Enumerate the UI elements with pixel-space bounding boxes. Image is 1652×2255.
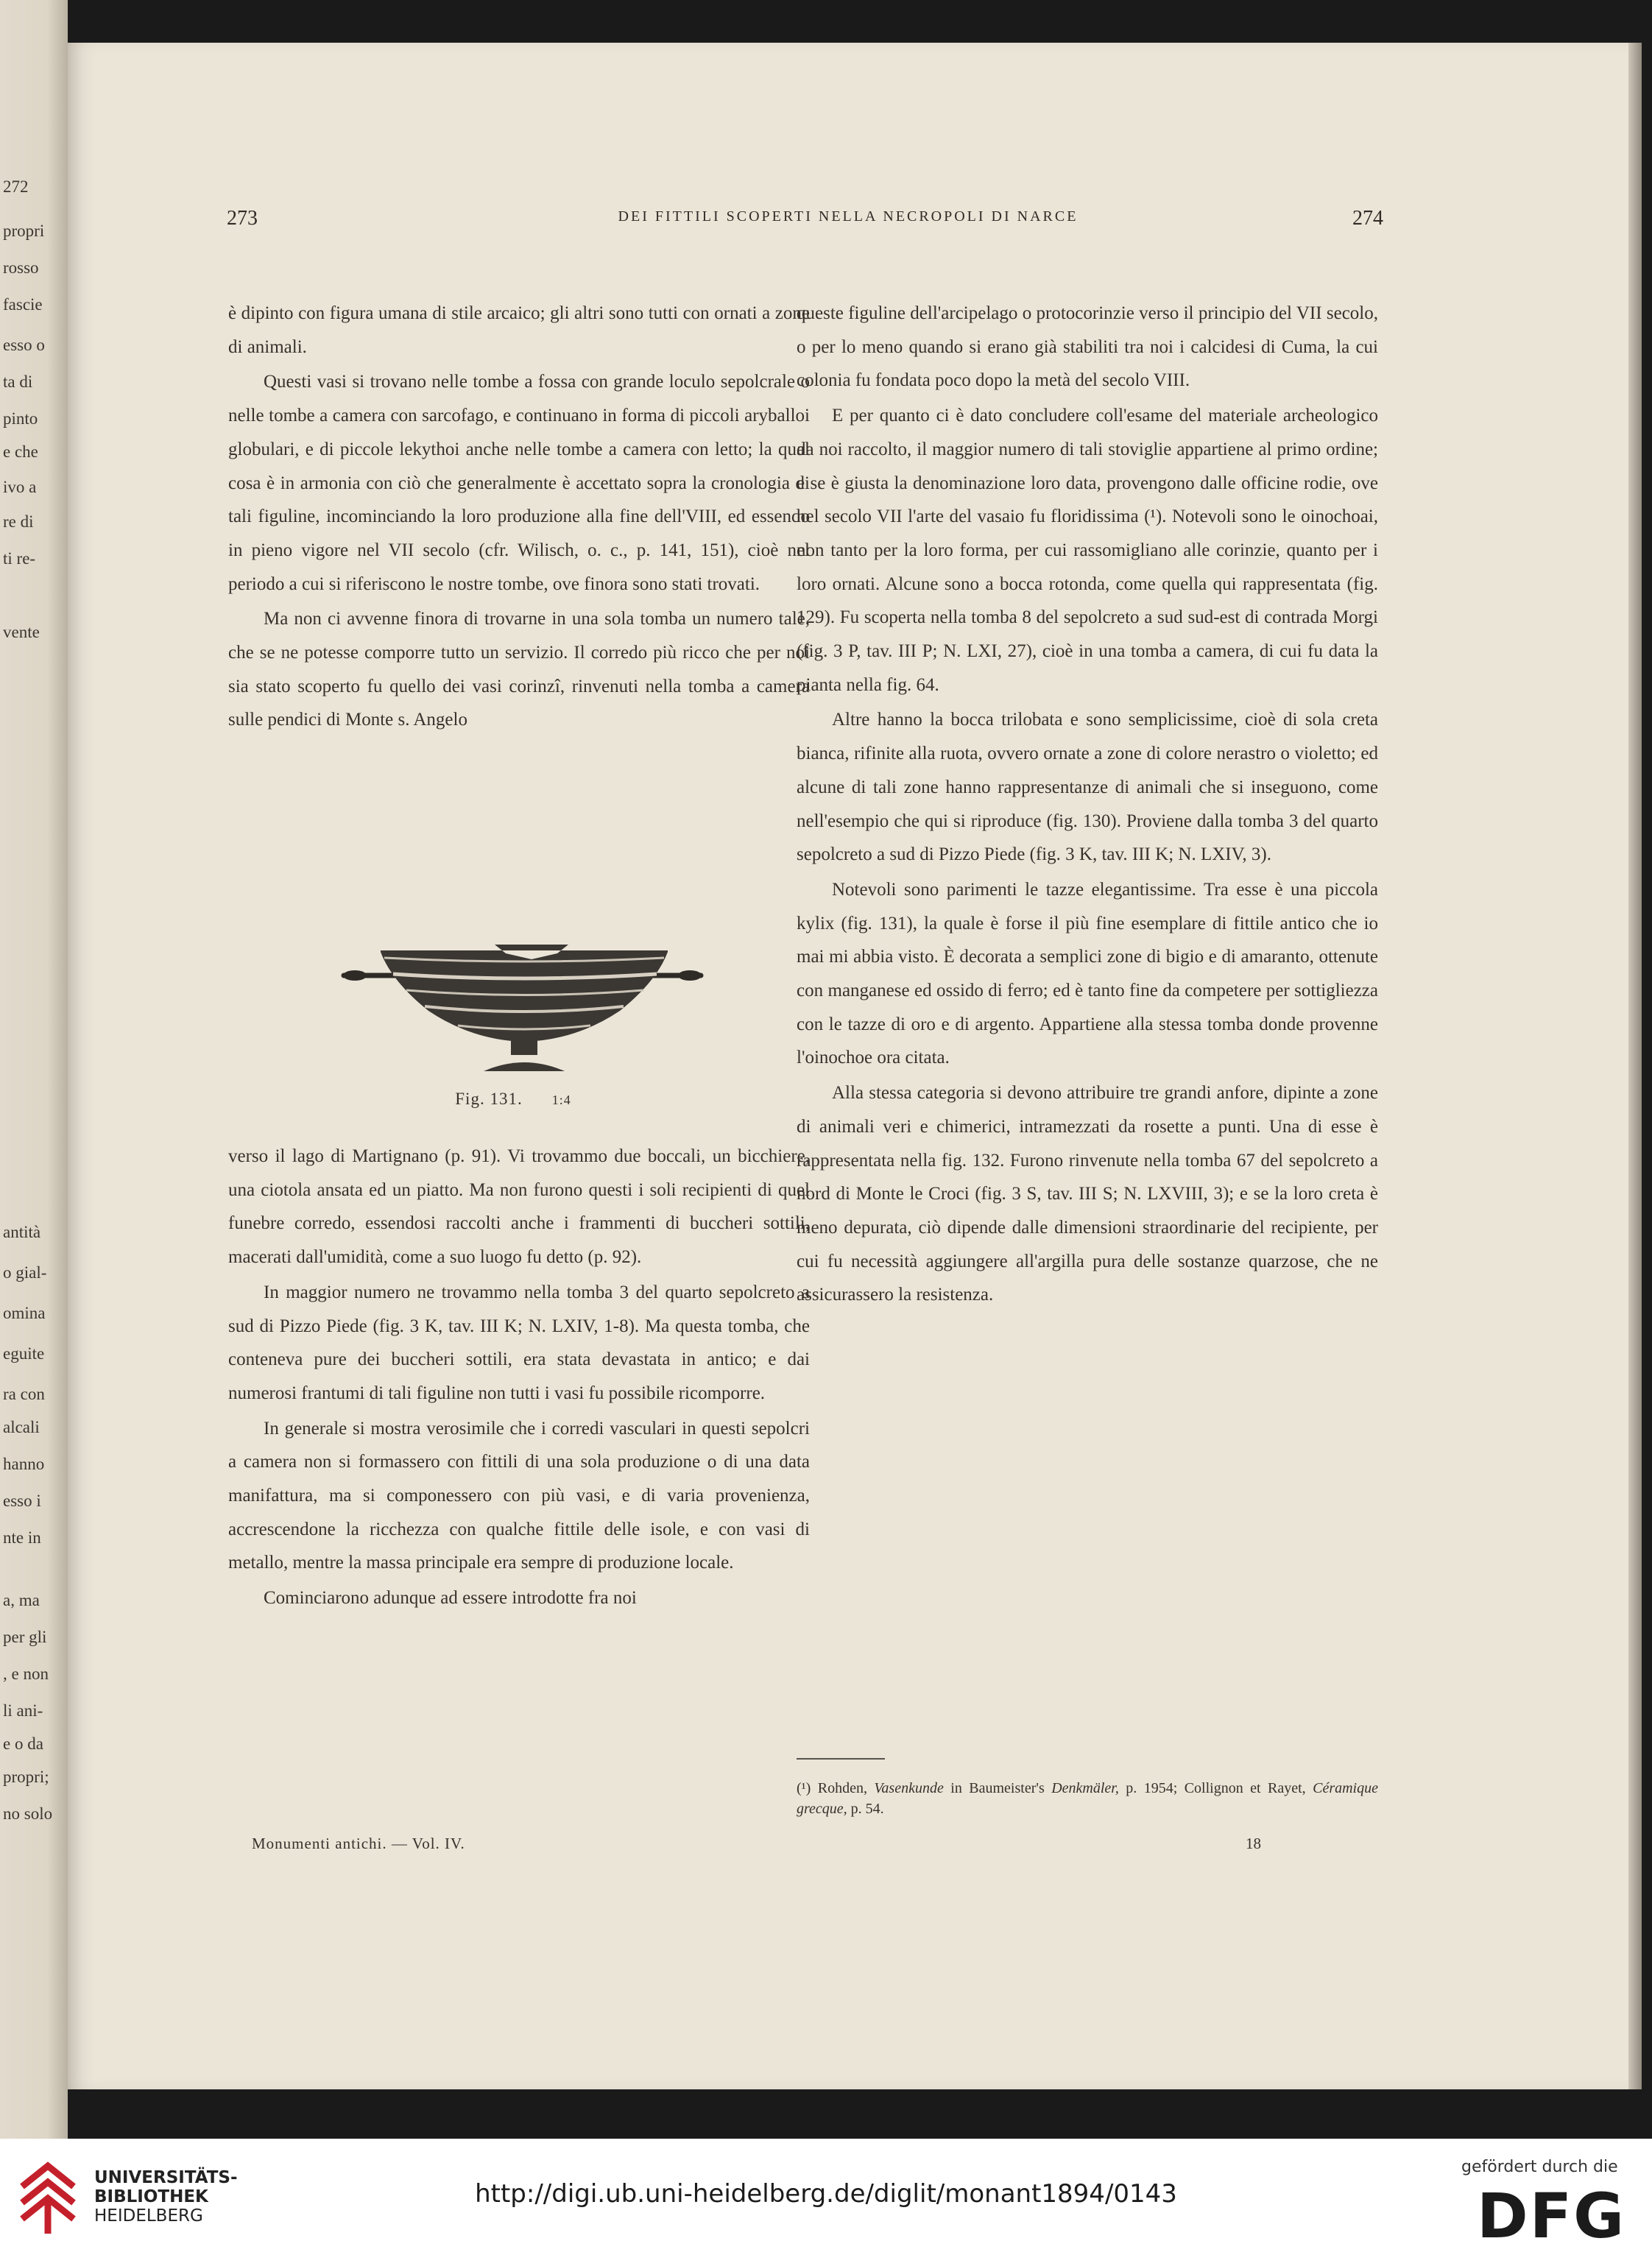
prev-page-fragment: o gial-: [3, 1263, 47, 1282]
prev-page-fragment: a, ma: [3, 1591, 40, 1609]
paragraph: queste figuline dell'arcipelago o protocorinzie verso il principio del VII secolo, o per lo meno quando si erano già stabiliti tra noi i calcidesi di Cuma, la cui colonia fu fondata poco dopo la metà del secolo VIII.: [797, 303, 1378, 391]
prev-page-fragment: per gli: [3, 1628, 47, 1646]
prev-page-fragment: e o da: [3, 1735, 43, 1753]
page-edge: [1628, 43, 1642, 2089]
footnote-marker: (¹): [797, 1780, 811, 1796]
paragraph: è dipinto con figura umana di stile arcaico; gli altri sono tutti con ornati a zone di animali.: [228, 303, 810, 357]
paragraph: In maggior numero ne trovammo nella tomba 3 del quarto sepolcreto a sud di Pizzo Piede (fig. 3 K, tav. III K; N. LXIV, 1-8). Ma questa tomba, che conteneva pure dei buccheri sottili, era stata devastata in antico; e dai numerosi frantumi di tali figuline non tutti i vasi fu possibile ricomporre.: [228, 1282, 810, 1403]
dfg-logo-icon[interactable]: [1471, 2184, 1633, 2243]
folio-right: 274: [1352, 207, 1383, 230]
footnote-rule: [797, 1758, 885, 1760]
library-line: UNIVERSITÄTS-: [94, 2168, 238, 2187]
prev-page-fragment: ra con: [3, 1385, 45, 1403]
prev-page-fragment: hanno: [3, 1455, 45, 1473]
prev-page-fragment: propri;: [3, 1768, 49, 1786]
paragraph: Altre hanno la bocca trilobata e sono semplicissime, cioè di sola creta bianca, rifinite alla ruota, ovvero ornate a zone di colore nerastro o violetto; ed alcune di tali zone hanno rappresentanze di animali che si inseguono, come nell'esempio che qui si riproduce (fig. 130). Proviene dalla tomba 3 del quarto sepolcreto a sud di Pizzo Piede (fig. 3 K, tav. III K; N. LXIV, 3).: [797, 710, 1378, 865]
footnote-title: Denkmäler,: [1051, 1780, 1119, 1796]
prev-page-fragment: li ani-: [3, 1701, 43, 1720]
prev-page-fragment: omina: [3, 1304, 46, 1322]
footnote-title: Céramique grecque,: [797, 1780, 1378, 1817]
prev-page-fragment: rosso: [3, 258, 39, 277]
paragraph: Alla stessa categoria si devono attribuire tre grandi anfore, dipinte a zone di animali veri e chimerici, intramezzati da rosette a punti. Una di esse è rappresentata nella fig. 132. Furono rinvenute nella tomba 67 del sepolcreto a nord di Monte le Croci (fig. 3 S, tav. III S; N. LXVIII, 3); e se la loro creta è meno depurata, ciò dipende dalle dimensioni straordinarie del recipiente, per cui fu necessità aggiungere all'argilla pura delle sostanze quarzose, che ne assicurassero la resistenza.: [797, 1083, 1378, 1305]
prev-page-fragment: , e non: [3, 1665, 49, 1683]
paragraph: In generale si mostra verosimile che i corredi vasculari in questi sepolcri a camera non si formassero con fittili di una sola produzione o di una data manifattura, ma si componessero con più vasi, e di varia provenienza, accrescendone la ricchezza con qualche fittile delle isole, e con vasi di metallo, mentre la massa principale era sempre di produzione locale.: [228, 1418, 810, 1573]
prev-page-fragment: ivo a: [3, 478, 37, 496]
library-line: BIBLIOTHEK: [94, 2187, 208, 2206]
prev-page-fragment: 272: [3, 177, 29, 196]
kylix-figure: [340, 930, 723, 1099]
folio-left: 273: [227, 207, 258, 230]
prev-page-fragment: eguite: [3, 1344, 45, 1363]
dfg-logo-text: DFG: [1477, 2184, 1626, 2243]
prev-page-fragment: nte in: [3, 1528, 41, 1547]
prev-page-fragment: propri: [3, 222, 45, 240]
library-line: HEIDELBERG: [94, 2206, 203, 2226]
left-column-bottom: [228, 1140, 810, 1615]
running-title: DEI FITTILI SCOPERTI NELLA NECROPOLI DI NARCE: [618, 208, 1079, 225]
paragraph: Notevoli sono parimenti le tazze elegantissime. Tra esse è una piccola kylix (fig. 131), la quale è forse il più fine esemplare di fittile antico che io mai mi abbia visto. È decorata a semplici zone di bigio e di amaranto, ottenute con manganese ed ossido di ferro; ed è tanto fine da competere per sottigliezza con le tazze di oro e di argento. Appartiene alla stessa tomba donde provenne l'oinochoe ora citata.: [797, 879, 1378, 1068]
funder-label: gefördert durch die: [1461, 2158, 1618, 2176]
prev-page-fragment: pinto: [3, 409, 38, 428]
right-column: [797, 297, 1378, 1312]
prev-page-fragment: antità: [3, 1223, 41, 1241]
footer-bar: [0, 2139, 1652, 2255]
footnote-text: p. 54.: [850, 1801, 884, 1817]
prev-page-fragment: ti re-: [3, 549, 36, 568]
paragraph: Questi vasi si trovano nelle tombe a fossa con grande loculo sepolcrale o nelle tombe a camera con sarcofago, e continuano in forma di piccoli aryballoi globulari, e di piccole lekythoi anche nelle tombe a camera con letto; la qual cosa è in armonia con ciò che generalmente è accettato sopra la cronologia di tali figuline, incominciando la loro produzione alla fine dell'VIII, ed essendo in pieno vigore nel VII secolo (cfr. Wilisch, o. c., p. 141, 151), cioè nel periodo a cui si riferiscono le nostre tombe, ove finora sono stati trovati.: [228, 372, 810, 594]
prev-page-fragment: no solo: [3, 1804, 53, 1823]
prev-page-fragment: vente: [3, 623, 40, 641]
prev-page-fragment: esso i: [3, 1492, 41, 1510]
prev-page-fragment: esso o: [3, 336, 45, 354]
footnote: [797, 1778, 1378, 1819]
book-page: [68, 43, 1628, 2089]
left-column-top: [228, 297, 810, 737]
footnote-text: p. 1954; Collignon et Rayet,: [1126, 1780, 1306, 1796]
previous-page-edge: [0, 0, 68, 2139]
figure-label: Fig. 131.: [455, 1090, 523, 1108]
paragraph: verso il lago di Martignano (p. 91). Vi trovammo due boccali, un bicchiere, una ciotola ansata ed un piatto. Ma non furono questi i soli recipienti di quel funebre corredo, essendosi raccolti anche i frammenti di buccheri sottili, macerati dall'umidità, come a suo luogo fu detto (p. 92).: [228, 1146, 810, 1268]
prev-page-fragment: ta di: [3, 373, 33, 391]
prev-page-fragment: fascie: [3, 295, 43, 314]
sheet-number: 18: [1246, 1835, 1261, 1852]
prev-page-fragment: e che: [3, 442, 38, 461]
paragraph: Cominciarono adunque ad essere introdotte fra noi: [264, 1588, 637, 1609]
paragraph: E per quanto ci è dato concludere coll'esame del materiale archeologico da noi raccolto, il maggior numero di tali stoviglie appartiene al primo ordine; e se è giusta la denominazione loro data, provengono dalle officine rodie, ove nel secolo VII l'arte del vasaio fu floridissima (¹). Notevoli sono le oinochoai, non tanto per la loro forma, per cui rassomigliano alle corinzie, quanto per i loro ornati. Alcune sono a bocca rotonda, come quella qui rappresentata (fig. 129). Fu scoperta nella tomba 8 del sepolcreto a sud sud-est di contrada Morgi (fig. 3 P, tav. III P; N. LXI, 27), cioè in una tomba a camera, di cui fu data la pianta nella fig. 64.: [797, 406, 1378, 695]
signature-line: Monumenti antichi. — Vol. IV.: [252, 1835, 465, 1852]
prev-page-fragment: alcali: [3, 1418, 40, 1436]
footnote-text: Rohden,: [817, 1780, 867, 1796]
paragraph: Ma non ci avvenne finora di trovarne in una sola tomba un numero tale, che se ne potesse comporre tutto un servizio. Il corredo più ricco che per noi sia stato scoperto fu quello dei vasi corinzî, rinvenuti nella tomba a camera sulle pendici di Monte s. Angelo: [228, 609, 810, 730]
figure-scale: 1:4: [551, 1093, 571, 1107]
prev-page-fragment: re di: [3, 512, 34, 531]
footnote-text: in Baumeister's: [950, 1780, 1045, 1796]
footnote-title: Vasenkunde: [874, 1780, 944, 1796]
permalink-url[interactable]: http://digi.ub.uni-heidelberg.de/diglit/monant1894/0143: [475, 2179, 1177, 2209]
